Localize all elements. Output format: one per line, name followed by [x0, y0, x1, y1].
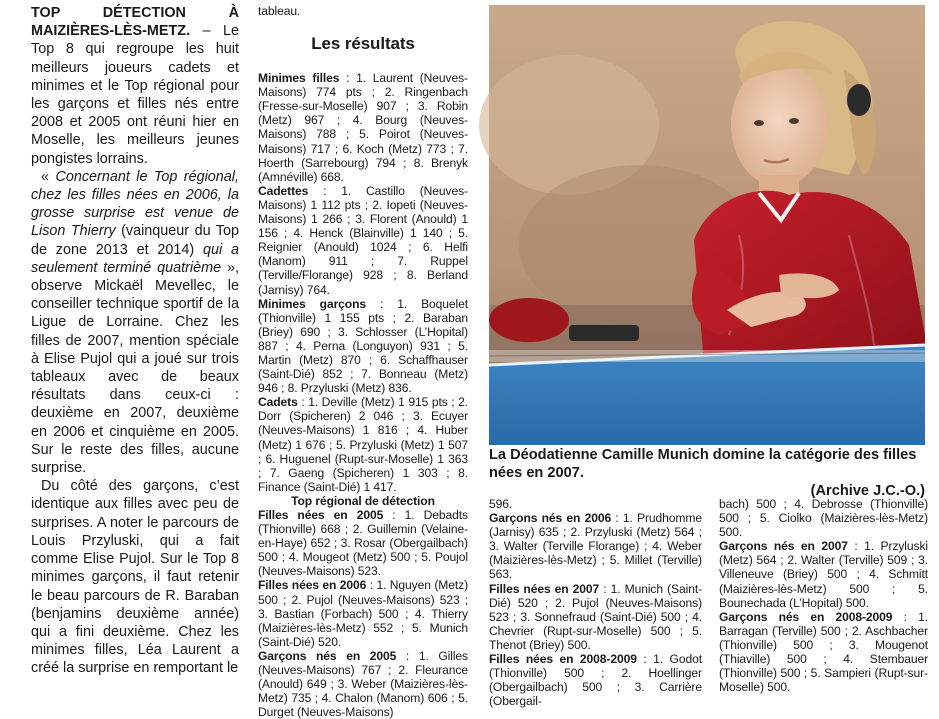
category-results: : 1. Godot (Thionville) 500 ; 2. Hoellinger (Obergailbach) 500 ; 3. Carrière (Obergail- — [489, 652, 702, 709]
category-label: Garçons nés en 2006 — [489, 511, 612, 526]
article-paragraph-boys: Du côté des garçons, c’est identique aux filles avec peu de surprises. A noter le parcours de Louis Przyluski, qui a fait comme Elise Pujol. Sur le Top 8 minimes garçons, il faut retenir le beau parcours de R. Baraban (benjamins deuxième année) qui a fini deuxième. Chez les minimes filles, Léa Laurent a créé la surprise en remportant le — [31, 478, 239, 677]
article-lead-text: – Le Top 8 qui regroupe les huit meilleurs joueurs cadets et minimes et le Top régional pour les garçons et filles nés entre 2008 et 2005 ont réuni hier en Moselle, les meilleurs jeunes pongistes lorrains. — [31, 23, 239, 167]
article-column — [31, 4, 239, 689]
article-paragraph-quote — [31, 168, 239, 477]
result-entry — [489, 652, 702, 708]
result-entry — [258, 71, 468, 184]
table-tennis-photo — [489, 5, 925, 445]
regional-results — [258, 508, 468, 719]
result-entry — [258, 297, 468, 396]
result-entry — [489, 582, 702, 652]
result-entry — [719, 610, 928, 695]
top8-results — [258, 71, 468, 494]
results-column-1 — [258, 4, 469, 719]
result-entry — [258, 184, 468, 297]
results-title: Les résultats — [311, 34, 415, 54]
category-label: Garçons nés en 2007 — [719, 539, 848, 554]
results-column-3 — [719, 497, 928, 695]
category-results: : 1. Gilles (Neuves-Maisons) 767 ; 2. Fleurance (Anould) 649 ; 3. Weber (Maizières-lès-Metz) 735 ; 4. Chalon (Manom) 606 ; 5. Durget (Neuves-Maisons) — [258, 648, 468, 719]
category-results: : 1. Munich (Saint-Dié) 520 ; 2. Pujol (Neuves-Maisons) 523 ; 3. Sonnefraud (Saint-Dié) 500 ; 4. Chevrier (Rupt-sur-Moselle) 500 ; 5. Thenot (Briey) 500. — [489, 581, 703, 652]
category-results: : 1. Castillo (Neuves-Maisons) 1 112 pts ; 2. Iopeti (Neuves-Maisons) 1 266 ; 3. Florent (Anould) 1 156 ; 4. Henck (Blainville) 1 140 ; 5. Reignier (Anould) 1024 ; 6. Helfi (Manom) 911 ; 7. Ruppel (Terville/Florange) 928 ; 8. Berland (Jarnisy) 764. — [258, 183, 468, 297]
category-label: Garçons nés en 2008-2009 — [719, 609, 893, 624]
result-entry — [719, 539, 928, 609]
category-results: : 1. Barragan (Terville) 500 ; 2. Aschbacher (Thionville) 500 ; 3. Mougenot (Thiaville) 500 ; 4. Stembauer (Thionville) 500 ; 5. Sampieri (Rupt-sur-Moselle) 500. — [719, 609, 928, 695]
category-results: : 1. Przyluski (Metz) 564 ; 2. Walter (Terville) 509 ; 3. Villeneuve (Briey) 500 ; 4. Schmitt (Maizières-lès-Metz) 500 ; 5. Bounechada (L’Hopital) 500. — [719, 539, 928, 610]
category-results: : 1. Debadts (Thionville) 668 ; 2. Guillemin (Velaine-en-Haye) 652 ; 3. Rosar (Obergailbach) 500 ; 4. Mougeot (Metz) 500 ; 5. Poujol (Neuves-Maisons) 523. — [258, 508, 468, 579]
quote-open: « — [41, 168, 56, 185]
result-continuation: bach) 500 ; 4. Debrosse (Thionville) 500 ; 5. Ciolko (Maizières-lès-Metz) 500. — [719, 497, 928, 540]
category-label: Cadettes — [258, 183, 309, 198]
result-entry — [258, 578, 468, 648]
category-label: Filles nées en 2008-2009 — [489, 652, 637, 667]
results-column-2 — [489, 497, 703, 709]
category-results: : 1. Boquelet (Thionville) 1 155 pts ; 2. Baraban (Briey) 690 ; 3. Schlosser (L’Hopital) 887 ; 4. Perna (Longuyon) 931 ; 5. Martin (Metz) 870 ; 6. Schaffhauser (Saint-Dié) 852 ; 7. Bonneau (Metz) 946 ; 8. Przyluski (Metz) 836. — [258, 296, 469, 396]
category-label: Filles nées en 2006 — [258, 578, 367, 593]
category-results: : 1. Prudhomme (Jarnisy) 635 ; 2. Przyluski (Metz) 564 ; 3. Walter (Terville Florange) ; 4. Weber (Maizières-lès-Metz) ; 5. Millet (Terville) 563. — [489, 511, 702, 582]
category-results: : 1. Laurent (Neuves-Maisons) 774 pts ; 2. Ringenbach (Fresse-sur-Moselle) 907 ; 3. Robin (Metz) 967 ; 4. Bourg (Neuves-Maisons) 788 ; 5. Poirot (Neuves-Maisons) 717 ; 6. Koch (Metz) 773 ; 7. Hoerth (Sarrebourg) 794 ; 8. Brenyk (Amnéville) 668. — [258, 71, 468, 184]
result-entry — [489, 511, 702, 581]
category-label: Minimes garçons — [258, 296, 367, 311]
photo-credit: (Archive J.C.-O.) — [810, 483, 925, 499]
category-label: Filles nées en 2005 — [258, 508, 384, 522]
quote-text-2: qui a seulement terminé quatrième — [31, 241, 239, 276]
photo-caption — [489, 446, 925, 500]
regional-subtitle: Top régional de détection — [291, 493, 435, 508]
category-label: Cadets — [258, 395, 298, 410]
result-entry — [258, 395, 468, 494]
photo-image — [489, 5, 925, 445]
category-label: Minimes filles — [258, 71, 340, 86]
article-lead-paragraph — [31, 4, 239, 168]
article-continuation: tableau. — [258, 4, 301, 18]
category-label: Garçons nés en 2005 — [258, 648, 397, 663]
category-label: Filles nées en 2007 — [489, 581, 600, 596]
quote-text: Concernant le Top régional, chez les filles nées en 2006, la grosse surprise est venue de Lison Thierry — [31, 168, 239, 240]
result-entry — [258, 649, 468, 719]
quote-aside: (vainqueur du Top de zone 2013 et 2014) — [31, 223, 239, 258]
category-results: : 1. Nguyen (Metz) 500 ; 2. Pujol (Neuves-Maisons) 523 ; 3. Bastian (Forbach) 500 ; 4. Thierry (Maizières-lès-Metz) 552 ; 5. Munich (Saint-Dié) 520. — [258, 578, 468, 649]
result-entry — [258, 508, 468, 578]
result-continuation: 596. — [489, 497, 513, 511]
category-results: : 1. Deville (Metz) 1 915 pts ; 2. Dorr (Spicheren) 2 046 ; 3. Ecuyer (Neuves-Maisons) 1 816 ; 4. Huber (Metz) 1 676 ; 5. Przyluski (Metz) 1 507 ; 6. Huguenel (Rupt-sur-Moselle) 1 363 ; 7. Gaeng (Spicheren) 1 303 ; 8. Finance (Saint-Dié) 1 417. — [258, 395, 468, 494]
quote-close-text: », observe Mickaël Mevellec, le conseiller technique sportif de la Ligue de Lorraine. Chez les filles de 2007, mention spéciale à Elise Pujol qui a joué sur trois tableaux avec de beaux résultats dans ceux-ci : deuxième en 2007, deuxième en 2006 et cinquième en 2005. Sur le reste des filles, aucune surprise. — [31, 259, 239, 477]
article-kicker: TOP DÉTECTION À MAIZIÈRES-LÈS-METZ. — [31, 5, 239, 40]
caption-text: La Déodatienne Camille Munich domine la catégorie des filles nées en 2007. — [489, 447, 917, 481]
